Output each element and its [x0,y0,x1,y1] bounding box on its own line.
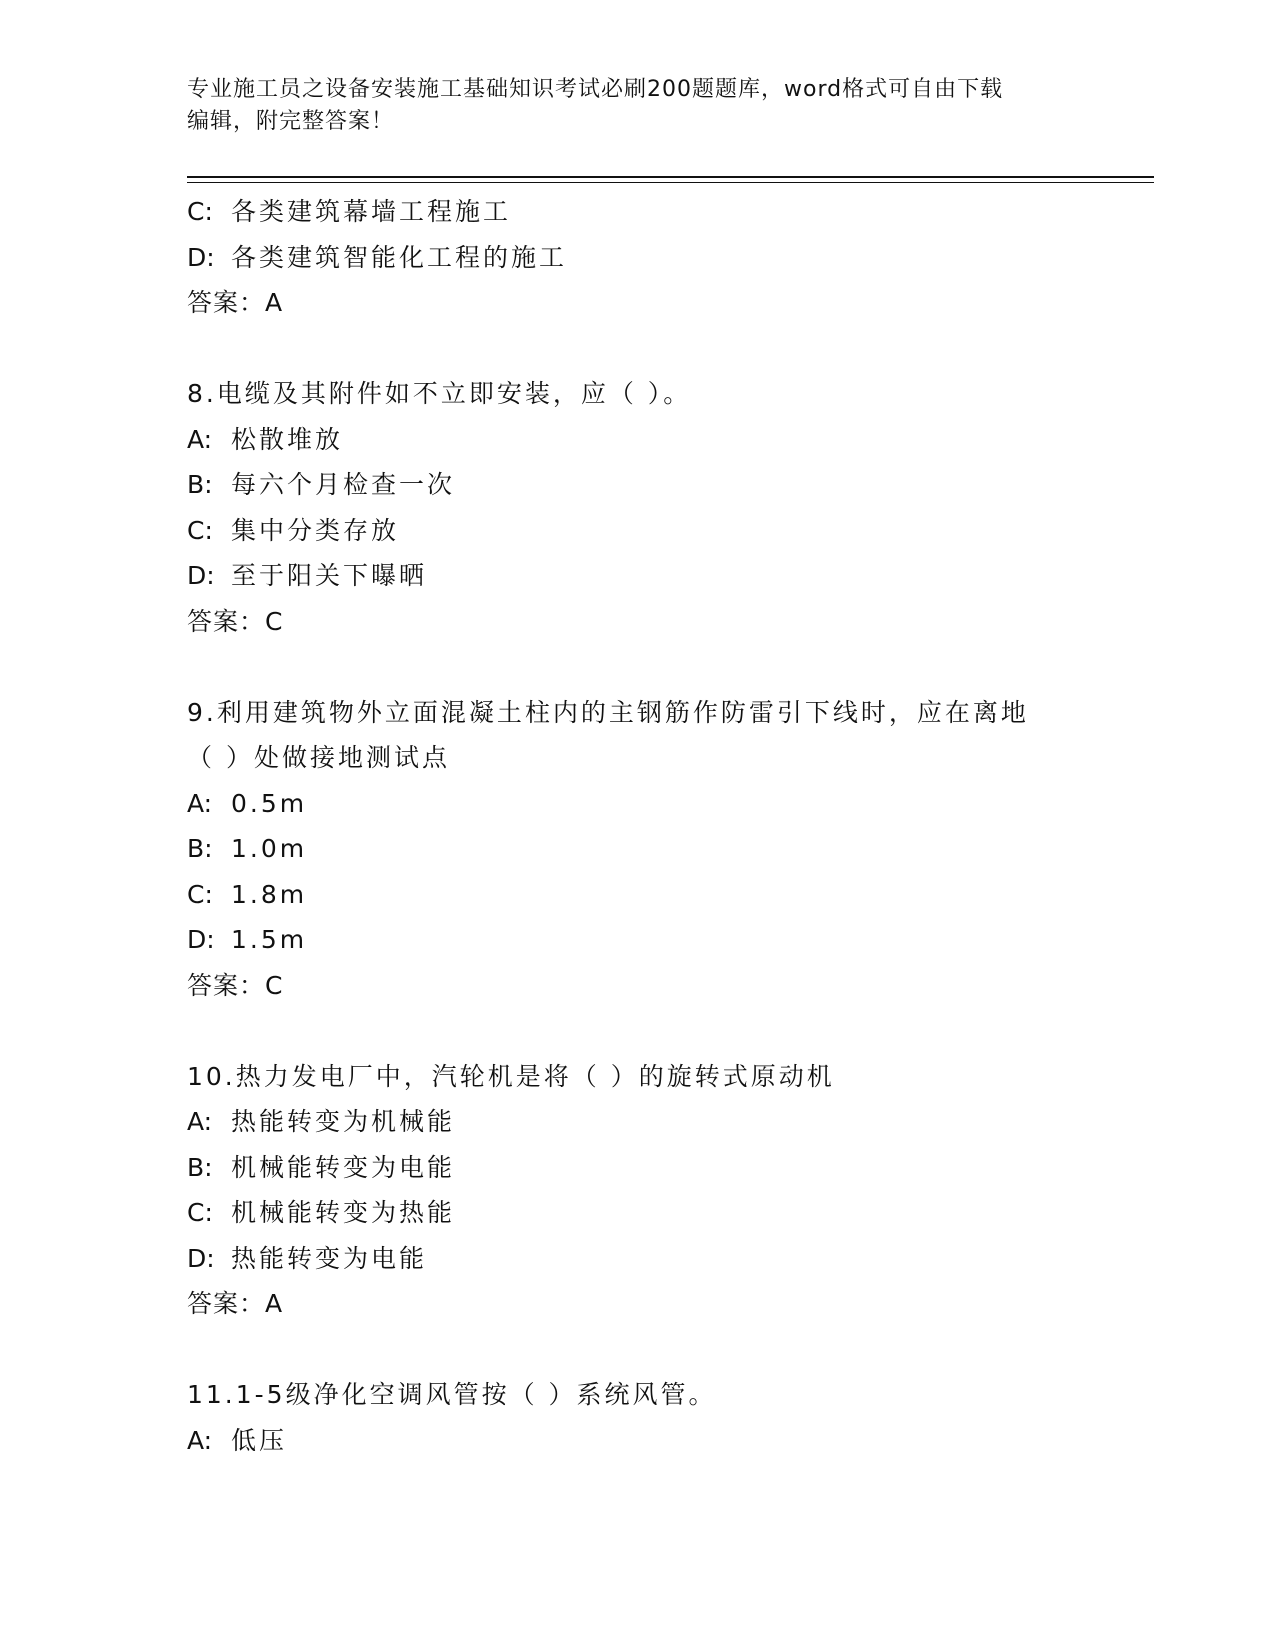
question-title-continued: （ ）处做接地测试点 [187,743,450,772]
spacer [187,1008,1087,1054]
option-letter: C: [187,1198,213,1227]
option-a [187,1418,1087,1464]
option-c [187,872,1087,918]
option-letter: C: [187,879,213,909]
header-title-line-1: 专业施工员之设备安装施工基础知识考试必刷200题题库，word格式可自由下载 [187,77,1004,102]
question-title: 8.电缆及其附件如不立即安装，应（ ）。 [187,379,692,408]
option-c [187,1190,1087,1236]
option-letter: C: [187,515,213,545]
option-d [187,1236,1087,1282]
option-text: 各类建筑幕墙工程施工 [231,197,512,226]
option-text: 松散堆放 [231,424,344,454]
header-title-line-2: 编辑，附完整答案！ [187,109,395,134]
option-text: 0.5m [231,788,308,818]
option-letter: B: [187,470,213,499]
option-c [187,508,1087,554]
option-text: 低压 [231,1425,288,1455]
option-text: 集中分类存放 [231,515,400,545]
header-divider-thick [187,176,1154,178]
question-list [187,189,1087,1463]
answer-line: 答案：C [187,606,284,636]
document-header [187,74,1087,138]
option-letter: D: [187,242,215,272]
question-block-9 [187,690,1087,1009]
option-text: 每六个月检查一次 [231,470,456,499]
option-text: 热能转变为机械能 [231,1107,456,1136]
option-b [187,826,1087,872]
option-letter: D: [187,561,215,590]
option-letter: A: [187,1107,213,1136]
option-text: 机械能转变为电能 [231,1152,456,1182]
option-letter: C: [187,197,213,226]
spacer [187,326,1087,372]
question-block-8 [187,371,1087,644]
option-letter: B: [187,834,213,863]
option-text: 热能转变为电能 [231,1243,428,1273]
option-letter: D: [187,925,215,954]
option-a [187,1099,1087,1145]
header-divider-thin [187,182,1154,183]
spacer [187,644,1087,690]
option-letter: A: [187,424,213,454]
option-c [187,189,1087,235]
option-a [187,417,1087,463]
option-letter: D: [187,1243,215,1273]
option-d [187,235,1087,281]
question-block-11 [187,1372,1087,1463]
option-letter: B: [187,1152,213,1182]
option-a [187,781,1087,827]
question-title: 9.利用建筑物外立面混凝土柱内的主钢筋作防雷引下线时，应在离地 [187,697,1029,727]
answer-line: 答案：C [187,970,284,1000]
option-text: 1.5m [231,925,308,954]
option-letter: A: [187,1425,213,1455]
question-title: 10.热力发电厂中，汽轮机是将（ ）的旋转式原动机 [187,1061,835,1091]
answer-line: 答案：A [187,1289,284,1318]
question-title: 11.1-5级净化空调风管按（ ）系统风管。 [187,1380,717,1409]
question-block-10 [187,1054,1087,1327]
option-b [187,462,1087,508]
option-text: 机械能转变为热能 [231,1198,456,1227]
prev-question-block [187,189,1087,326]
option-d [187,553,1087,599]
option-letter: A: [187,788,213,818]
option-d [187,917,1087,963]
option-text: 1.0m [231,834,308,863]
option-text: 至于阳关下曝晒 [231,561,428,590]
answer-line: 答案：A [187,288,284,317]
spacer [187,1327,1087,1373]
option-b [187,1145,1087,1191]
option-text: 1.8m [231,879,308,909]
option-text: 各类建筑智能化工程的施工 [231,242,568,272]
